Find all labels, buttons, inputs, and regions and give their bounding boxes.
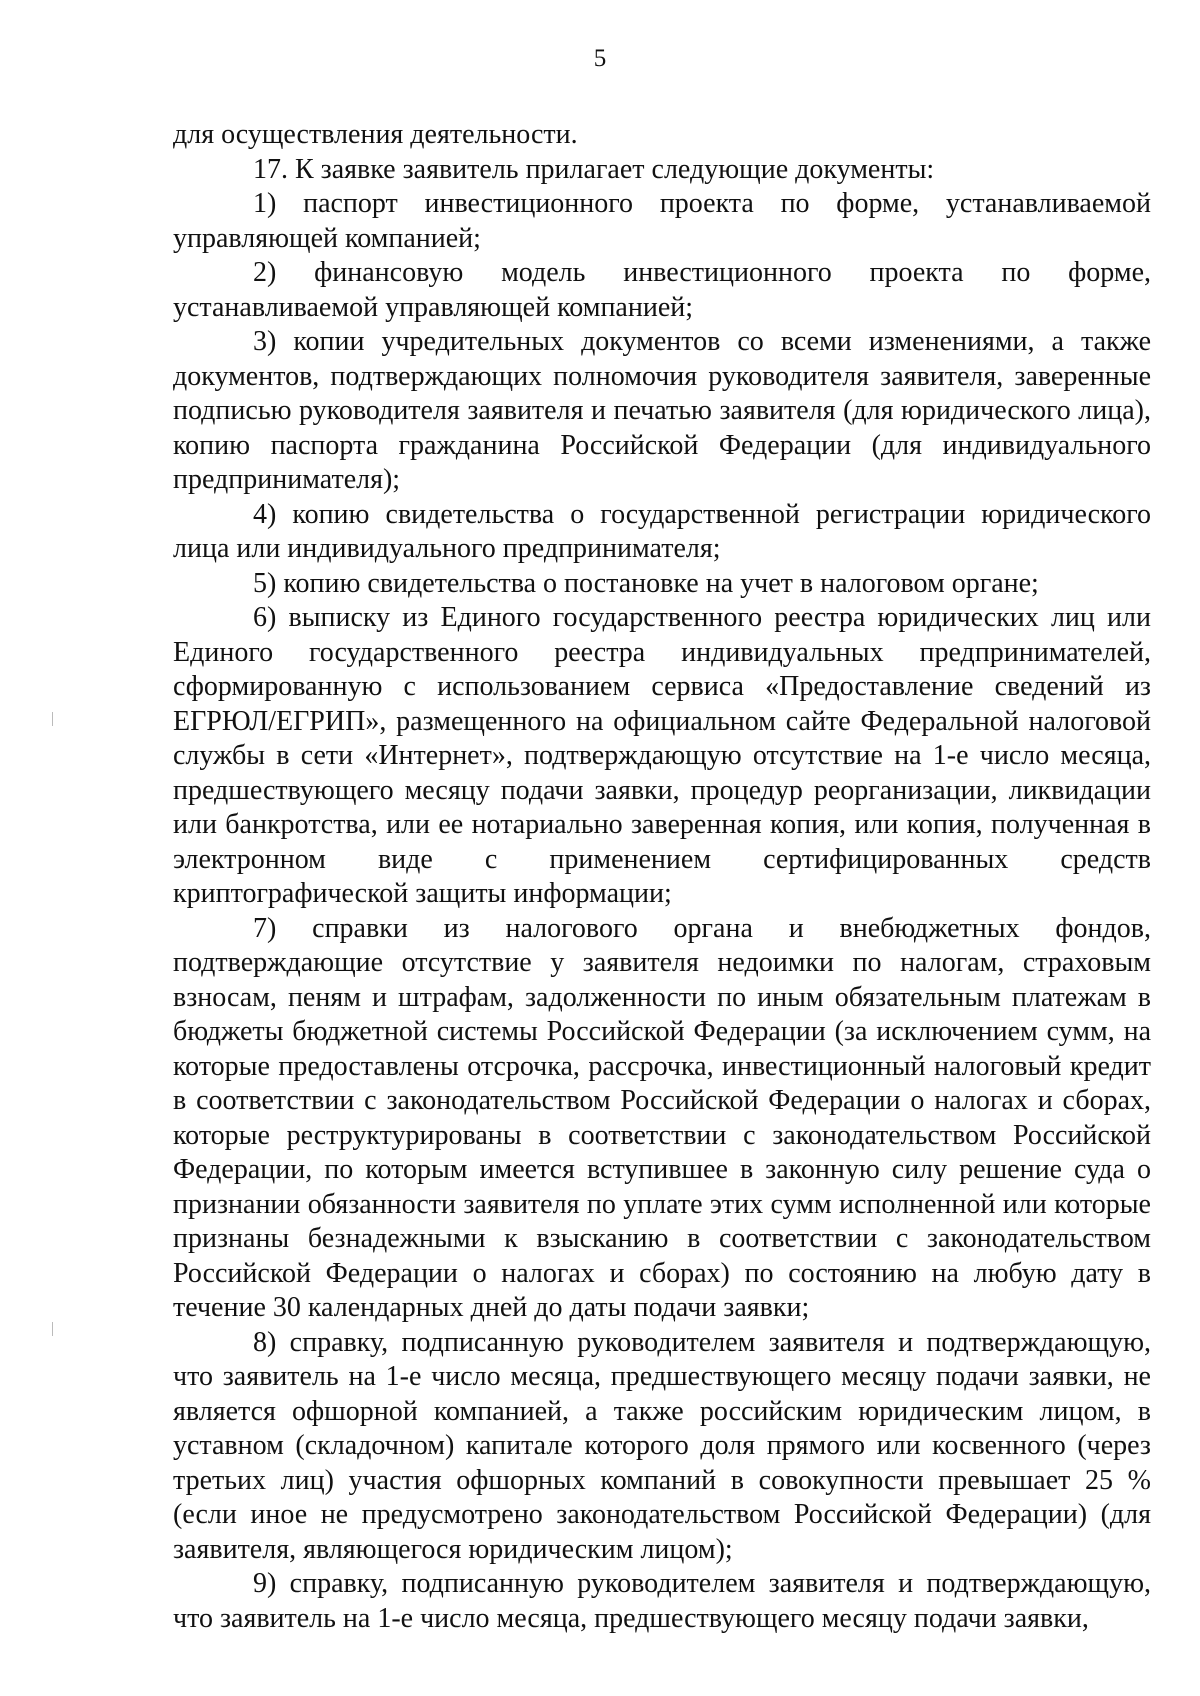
- list-item-9: 9) справку, подписанную руководителем заявителя и подтверждающую, что заявитель на 1-е число месяца, предшествующего месяцу подачи заявки,: [173, 1568, 1151, 1634]
- list-item-2: 2) финансовую модель инвестиционного проекта по форме, устанавливаемой управляющей компанией;: [173, 257, 1151, 323]
- page-number: 5: [593, 45, 607, 72]
- margin-mark: [52, 1322, 53, 1336]
- list-item-1: 1) паспорт инвестиционного проекта по форме, устанавливаемой управляющей компанией;: [173, 188, 1151, 254]
- list-item-4: 4) копию свидетельства о государственной регистрации юридического лица или индивидуального предпринимателя;: [173, 498, 1151, 564]
- list-item-7: 7) справки из налогового органа и внебюджетных фондов, подтверждающие отсутствие у заявителя недоимки по налогам, страховым взносам, пеням и штрафам, задолженности по иным обязательным платежам в бюджеты бюджетной системы Российской Федерации (за исключением сумм, на которые предоставлены отсрочка, рассрочка, инвестиционный налоговый кредит в соответствии с законодательством Российской Федерации о налогах и сборах, которые реструктурированы в соответствии с законодательством Российской Федерации, по которым имеется вступившее в законную силу решение суда о признании обязанности заявителя по уплате этих сумм исполненной или которые признаны безнадежными к взысканию в соответствии с законодательством Российской Федерации о налогах и сборах) по состоянию на любую дату в течение 30 календарных дней до даты подачи заявки;: [173, 912, 1151, 1323]
- document-body: [173, 118, 1151, 1636]
- list-item-8: 8) справку, подписанную руководителем заявителя и подтверждающую, что заявитель на 1-е число месяца, предшествующего месяцу подачи заявки, не является офшорной компанией, а также российским юридическим лицом, в уставном (складочном) капитале которого доля прямого или косвенного (через третьих лиц) участия офшорных компаний в совокупности превышает 25 % (если иное не предусмотрено законодательством Российской Федерации) (для заявителя, являющегося юридическим лицом);: [173, 1326, 1151, 1565]
- paragraph-continuation: для осуществления деятельности.: [173, 119, 578, 150]
- margin-mark: [52, 712, 53, 726]
- paragraph-item-17: 17. К заявке заявитель прилагает следующие документы:: [253, 153, 935, 185]
- list-item-5: 5) копию свидетельства о постановке на учет в налоговом органе;: [253, 567, 1039, 599]
- list-item-3: 3) копии учредительных документов со всеми изменениями, а также документов, подтверждающих полномочия руководителя заявителя, заверенные подписью руководителя заявителя и печатью заявителя (для юридического лица), копию паспорта гражданина Российской Федерации (для индивидуального предпринимателя);: [173, 326, 1151, 495]
- list-item-6: 6) выписку из Единого государственного реестра юридических лиц или Единого государственного реестра индивидуальных предпринимателей, сформированную с использованием сервиса «Предоставление сведений из ЕГРЮЛ/ЕГРИП», размещенного на официальном сайте Федеральной налоговой службы в сети «Интернет», подтверждающую отсутствие на 1-е число месяца, предшествующего месяцу подачи заявки, процедур реорганизации, ликвидации или банкротства, или ее нотариально заверенная копия, или копия, полученная в электронном виде с применением сертифицированных средств криптографической защиты информации;: [173, 602, 1151, 909]
